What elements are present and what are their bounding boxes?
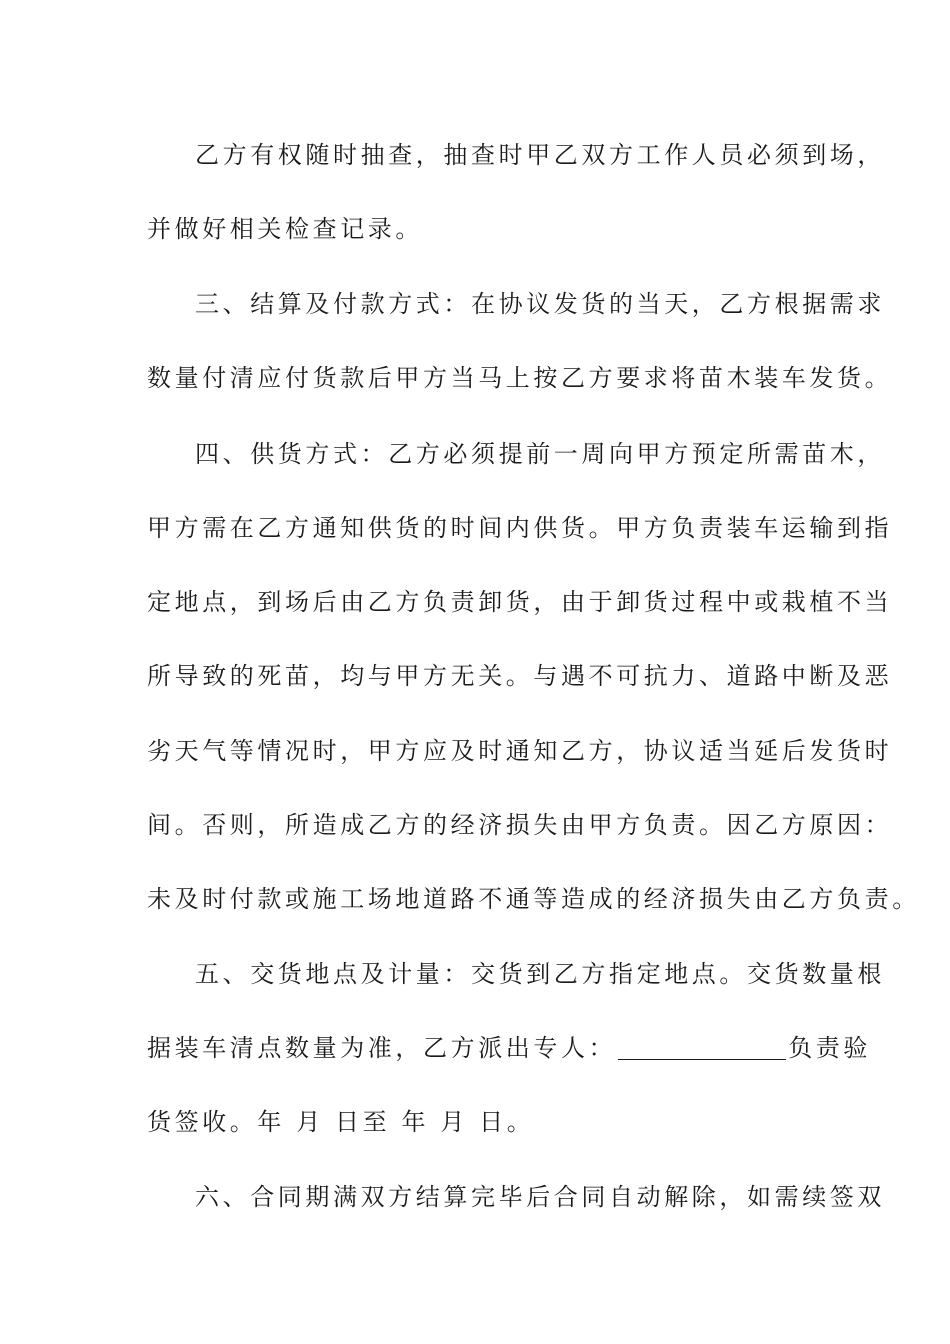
- paragraph-line: 并做好相关检查记录。: [147, 215, 423, 243]
- paragraph-line: 未及时付款或施工场地道路不通等造成的经济损失由乙方负责。: [147, 885, 920, 913]
- paragraph-line: 数量付清应付货款后甲方当马上按乙方要求将苗木装车发货。: [147, 364, 893, 392]
- paragraph-line: 乙方有权随时抽查，抽查时甲乙双方工作人员必须到场，: [195, 141, 885, 169]
- paragraph-line: 间。否则，所造成乙方的经济损失由甲方负责。因乙方原因：: [147, 811, 893, 839]
- paragraph-line: 定地点，到场后由乙方负责卸货，由于卸货过程中或栽植不当: [147, 588, 893, 616]
- paragraph-line: 劣天气等情况时，甲方应及时通知乙方，协议适当延后发货时: [147, 737, 893, 765]
- line-suffix: 负责验: [788, 1034, 872, 1062]
- paragraph-line-with-blank: [147, 1031, 872, 1065]
- line-prefix: 据装车清点数量为准，乙方派出专人：: [147, 1034, 617, 1062]
- section-3-heading-line: 三、结算及付款方式：在协议发货的当天，乙方根据需求: [195, 290, 885, 318]
- fill-in-blank[interactable]: [618, 1035, 786, 1060]
- section-5-heading-line: 五、交货地点及计量：交货到乙方指定地点。交货数量根: [195, 960, 885, 988]
- section-6-heading-line: 六、合同期满双方结算完毕后合同自动解除，如需续签双: [195, 1183, 885, 1211]
- paragraph-line: 货签收。年 月 日至 年 月 日。: [147, 1108, 535, 1136]
- paragraph-line: 甲方需在乙方通知供货的时间内供货。甲方负责装车运输到指: [147, 514, 893, 542]
- section-4-heading-line: 四、供货方式：乙方必须提前一周向甲方预定所需苗木，: [195, 440, 885, 468]
- paragraph-line: 所导致的死苗，均与甲方无关。与遇不可抗力、道路中断及恶: [147, 662, 893, 690]
